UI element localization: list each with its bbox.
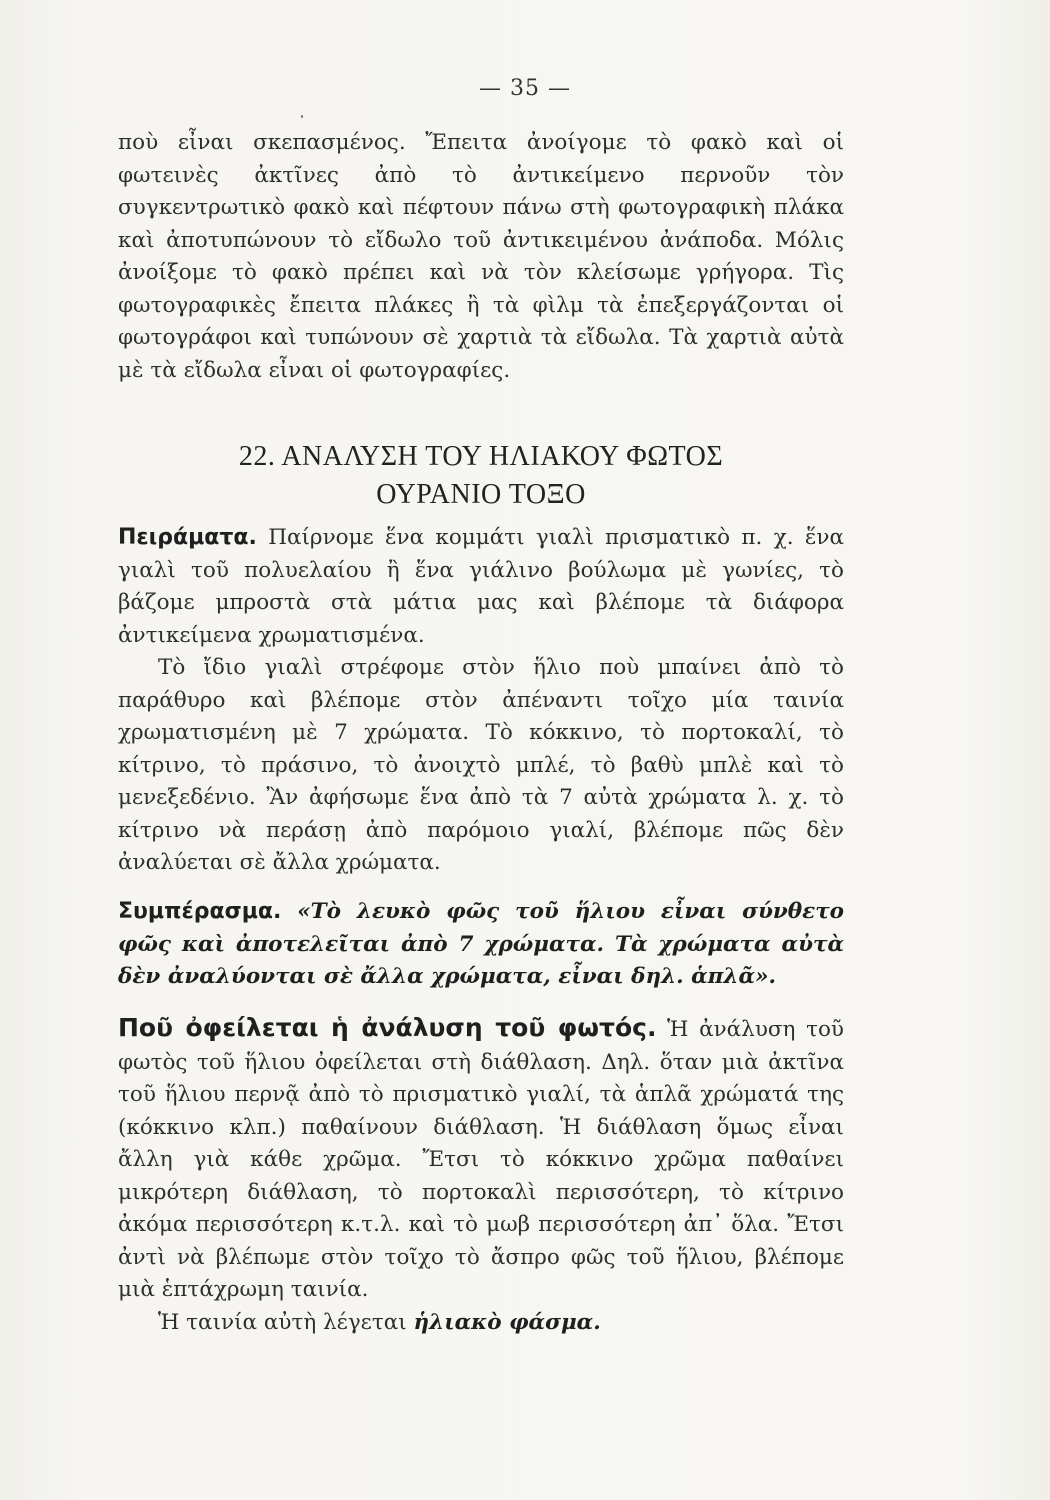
experiments-block — [118, 522, 844, 880]
experiments-text: Παίρνομε ἕνα κομμάτι γιαλὶ πρισματικὸ π. χ. ἕνα γιαλὶ τοῦ πολυελαίου ἢ ἕνα γιάλινο βούλωμα μὲ γωνίες, τὸ βάζομε μπροστὰ στὰ μάτια μας καὶ βλέπομε τὰ διάφορα ἀντικείμενα χρωματισμένα. — [118, 525, 844, 648]
intro-paragraph: ποὺ εἶναι σκεπασμένος. Ἔπειτα ἀνοίγομε τὸ φακὸ καὶ οἱ φωτεινὲς ἀκτῖνες ἀπὸ τὸ ἀντικείμενο περνοῦν τὸν συγκεντρωτικὸ φακὸ καὶ πέφτουν πάνω στὴ φωτογραφικὴ πλάκα καὶ ἀποτυπώνουν τὸ εἴδωλο τοῦ ἀντικειμένου ἀνάποδα. Μόλις ἀνοίξομε τὸ φακὸ πρέπει καὶ νὰ τὸν κλείσωμε γρήγορα. Τὶς φωτογραφικὲς ἔπειτα πλάκες ἢ τὰ φὶλμ τὰ ἐπεξεργάζονται οἱ φωτογράφοι καὶ τυπώνουν σὲ χαρτιὰ τὰ εἴδωλα. Τὰ χαρτιὰ αὐτὰ μὲ τὰ εἴδωλα εἶναι οἱ φωτογραφίες. — [118, 130, 844, 383]
conclusion-block — [118, 896, 844, 994]
final-text: Ἡ ταινία αὐτὴ λέγεται — [158, 1309, 414, 1335]
intro-paragraph-block — [118, 127, 844, 387]
observation-paragraph: Τὸ ἴδιο γιαλὶ στρέφομε στὸν ἥλιο ποὺ μπαίνει ἀπὸ τὸ παράθυρο καὶ βλέπομε στὸν ἀπέναντι τοῖχο μία ταινία χρωματισμένη μὲ 7 χρώματα. Τὸ κόκκινο, τὸ πορτοκαλί, τὸ κίτρινο, τὸ πράσινο, τὸ ἀνοιχτὸ μπλέ, τὸ βαθὺ μπλὲ καὶ τὸ μενεξεδένιο. Ἂν ἀφήσωμε ἕνα ἀπὸ τὰ 7 αὐτὰ χρώματα λ. χ. τὸ κίτρινο νὰ περάσῃ ἀπὸ παρόμοιο γιαλί, βλέπομε πῶς δὲν ἀναλύεται σὲ ἄλλα χρώματα. — [118, 655, 844, 875]
conclusion-quote: «Τὸ λευκὸ φῶς τοῦ ἥλιου εἶναι σύνθετο φῶς καὶ ἀποτελεῖται ἀπὸ 7 χρώματα. Τὰ χρώματα αὐτὰ δὲν ἀναλύονται σὲ ἄλλα χρώματα, εἶναι δηλ. ἁπλᾶ». — [118, 899, 844, 989]
conclusion-label: Συμπέρασμα. — [118, 899, 282, 924]
experiments-label: Πειράματα. — [118, 525, 257, 550]
cause-block — [118, 1012, 844, 1339]
experiments-paragraph — [118, 522, 844, 652]
cause-paragraph — [118, 1012, 844, 1307]
section-heading-line2: ΟΥΡΑΝΙΟ ΤΟΞΟ — [376, 479, 586, 510]
cause-label: Ποῦ ὀφείλεται ἡ ἀνάλυση τοῦ φωτός. — [118, 1013, 657, 1042]
section-heading-line1: 22. ΑΝΑΛΥΣΗ ΤΟΥ ΗΛΙΑΚΟΥ ΦΩΤΟΣ — [238, 441, 724, 472]
spectrum-term: ἡλιακὸ φάσμα. — [413, 1309, 601, 1335]
conclusion-paragraph — [118, 896, 844, 994]
cause-text: Ἡ ἀνάλυση τοῦ φωτὸς τοῦ ἥλιου ὀφείλεται στὴ διάθλαση. Δηλ. ὅταν μιὰ ἀκτῖνα τοῦ ἥλιου περνᾷ ἀπὸ τὸ πρισματικὸ γιαλί, τὰ ἁπλᾶ χρώματά της (κόκκινο κλπ.) παθαίνουν διάθλαση. Ἡ διάθλαση ὅμως εἶναι ἄλλη γιὰ κάθε χρῶμα. Ἔτσι τὸ κόκκινο χρῶμα παθαίνει μικρότερη διάθλαση, τὸ πορτοκαλὶ περισσότερη, τὸ κίτρινο ἀκόμα περισσότερη κ.τ.λ. καὶ τὸ μωβ περισσότερη ἀπ᾽ ὅλα. Ἔτσι ἀντὶ νὰ βλέπωμε στὸν τοῖχο τὸ ἄσπρο φῶς τοῦ ἥλιου, βλέπομε μιὰ ἑπτάχρωμη ταινία. — [118, 1017, 844, 1302]
scan-speck — [301, 115, 303, 118]
page-number: — 35 — — [479, 76, 571, 101]
final-paragraph — [118, 1307, 844, 1340]
section-heading — [118, 438, 844, 514]
